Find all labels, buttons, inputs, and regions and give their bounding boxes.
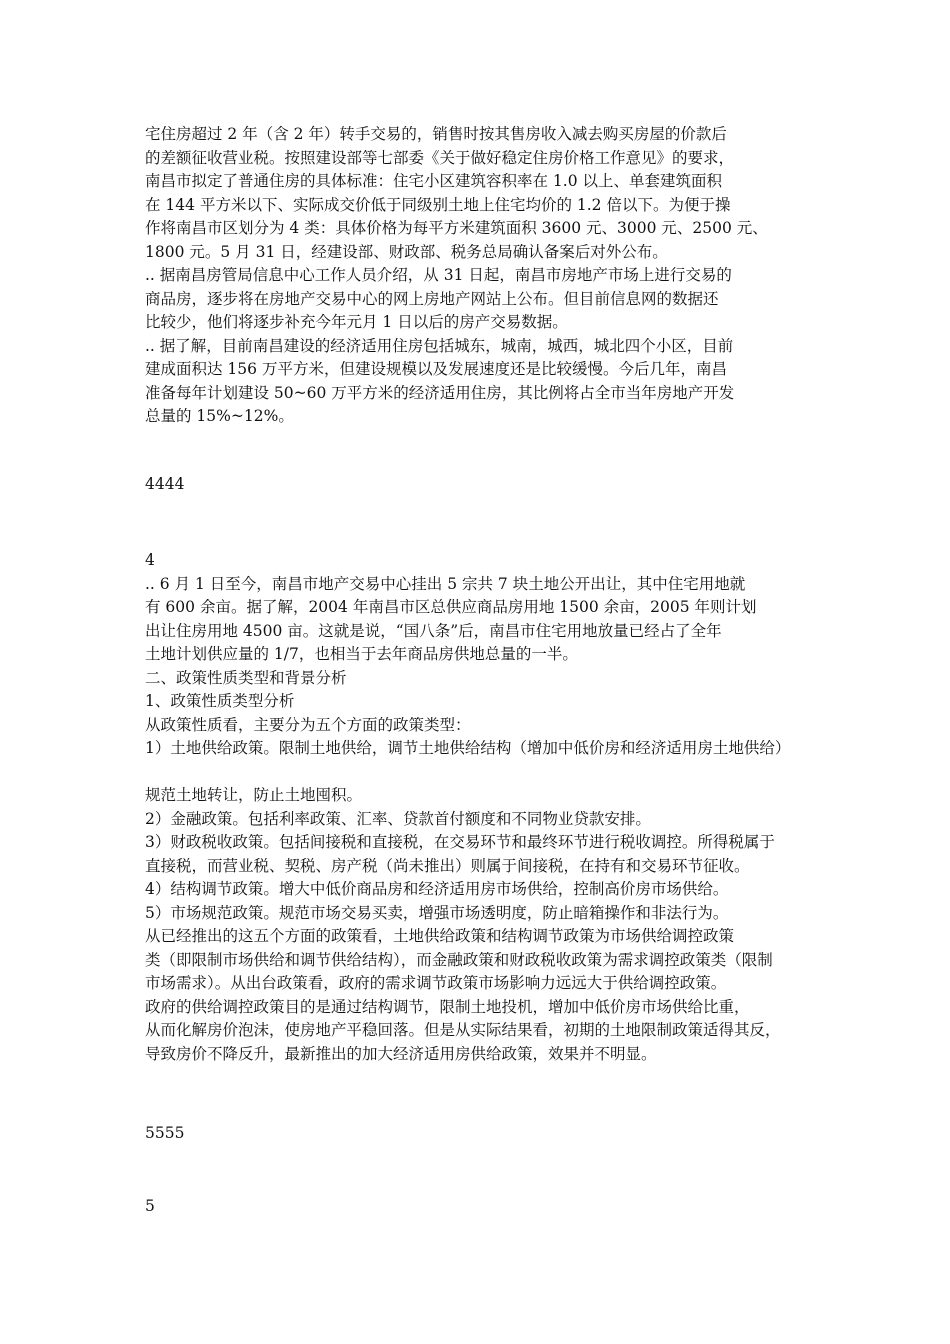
list-item: 2）金融政策。包括利率政策、汇率、贷款首付额度和不同物业贷款安排。 [145,809,651,828]
text-line: 从政策性质看，主要分为五个方面的政策类型： [145,715,471,734]
subsection-heading: 1、政策性质类型分析 [145,692,295,710]
paragraph-block-housing-standards [145,123,768,429]
text-line: 在 144 平方米以下、实际成交价低于同级别土地上住宅均价的 1.2 倍以下。为便于操 [145,195,731,214]
text-line: 比较少，他们将逐步补充今年元月 1 日以后的房产交易数据。 [145,313,568,331]
list-item: 3）财政税收政策。包括间接税和直接税，在交易环节和最终环节进行税收调控。所得税属于 [145,833,775,851]
text-line: 土地计划供应量的 1/7，也相当于去年商品房供地总量的一半。 [145,645,578,663]
text-line: 的差额征收营业税。按照建设部等七部委《关于做好稳定住房价格工作意见》的要求， [145,148,735,167]
list-item: 5）市场规范政策。规范市场交易买卖，增强市场透明度，防止暗箱操作和非法行为。 [145,903,729,922]
list-item: 1）土地供给政策。限制土地供给，调节土地供给结构（增加中低价房和经济适用房土地供给） [145,739,791,757]
text-line: 宅住房超过 2 年（含 2 年）转手交易的，销售时按其售房收入减去购买房屋的价款后 [145,125,727,143]
text-line: 有 600 余亩。据了解，2004 年南昌市区总供应商品房用地 1500 余亩，2005 年则计划 [145,598,757,616]
text-line: 市场需求）。从出台政策看，政府的需求调节政策市场影响力远远大于供给调控政策。 [145,974,727,992]
text-line: 从已经推出的这五个方面的政策看，土地供给政策和结构调节政策为市场供给调控政策 [145,927,735,945]
paragraph-block-policy-analysis [145,549,790,1066]
text-line: 出让住房用地 4500 亩。这就是说，“国八条”后，南昌市住宅用地放量已经占了全年 [145,621,722,640]
text-line: .. 据南昌房管局信息中心工作人员介绍，从 31 日起，南昌市房地产市场上进行交易的 [145,266,732,284]
page-number-marker: 4444 [145,475,185,493]
text-line: 政府的供给调控政策目的是通过结构调节，限制土地投机，增加中低价房市场供给比重， [145,997,750,1016]
text-line: 规范土地转让，防止土地囤积。 [145,786,363,804]
section-heading: 二、政策性质类型和背景分析 [145,668,347,687]
list-item: 4）结构调节政策。增大中低价商品房和经济适用房市场供给，控制高价房市场供给。 [145,880,729,898]
text-line: .. 6 月 1 日至今，南昌市地产交易中心挂出 5 宗共 7 块土地公开出让，其中住宅用地就 [145,574,746,593]
text-line: 商品房，逐步将在房地产交易中心的网上房地产网站上公布。但目前信息网的数据还 [145,289,719,308]
text-line: 类（即限制市场供给和调节供给结构），而金融政策和财政税收政策为需求调控政策类（限制 [145,950,773,969]
text-line: .. 据了解，目前南昌建设的经济适用住房包括城东，城南，城西，城北四个小区，目前 [145,336,734,355]
text-line: 直接税，而营业税、契税、房产税（尚未推出）则属于间接税，在持有和交易环节征收。 [145,856,750,875]
text-line: 总量的 15%~12%。 [145,407,294,425]
page-number-marker: 5 [145,1197,155,1215]
text-line: 从而化解房价泡沫，使房地产平稳回落。但是从实际结果看，初期的土地限制政策适得其反， [145,1021,781,1039]
text-line: 作将南昌市区划分为 4 类：具体价格为每平方米建筑面积 3600 元、3000 元、2500 元、 [145,219,768,237]
text-line: 1800 元。5 月 31 日，经建设部、财政部、税务总局确认备案后对外公布。 [145,242,668,261]
text-line: 建成面积达 156 万平方米，但建设规模以及发展速度还是比较缓慢。今后几年，南昌 [145,360,727,378]
text-line: 准备每年计划建设 50~60 万平方米的经济适用住房，其比例将占全市当年房地产开发 [145,383,735,402]
page-number-marker: 5555 [145,1124,185,1142]
text-line: 南昌市拟定了普通住房的具体标准：住宅小区建筑容积率在 1.0 以上、单套建筑面积 [145,172,723,190]
blank-line [145,761,790,785]
text-line: 4 [145,551,155,569]
text-line: 导致房价不降反升，最新推出的加大经济适用房供给政策，效果并不明显。 [145,1044,657,1063]
